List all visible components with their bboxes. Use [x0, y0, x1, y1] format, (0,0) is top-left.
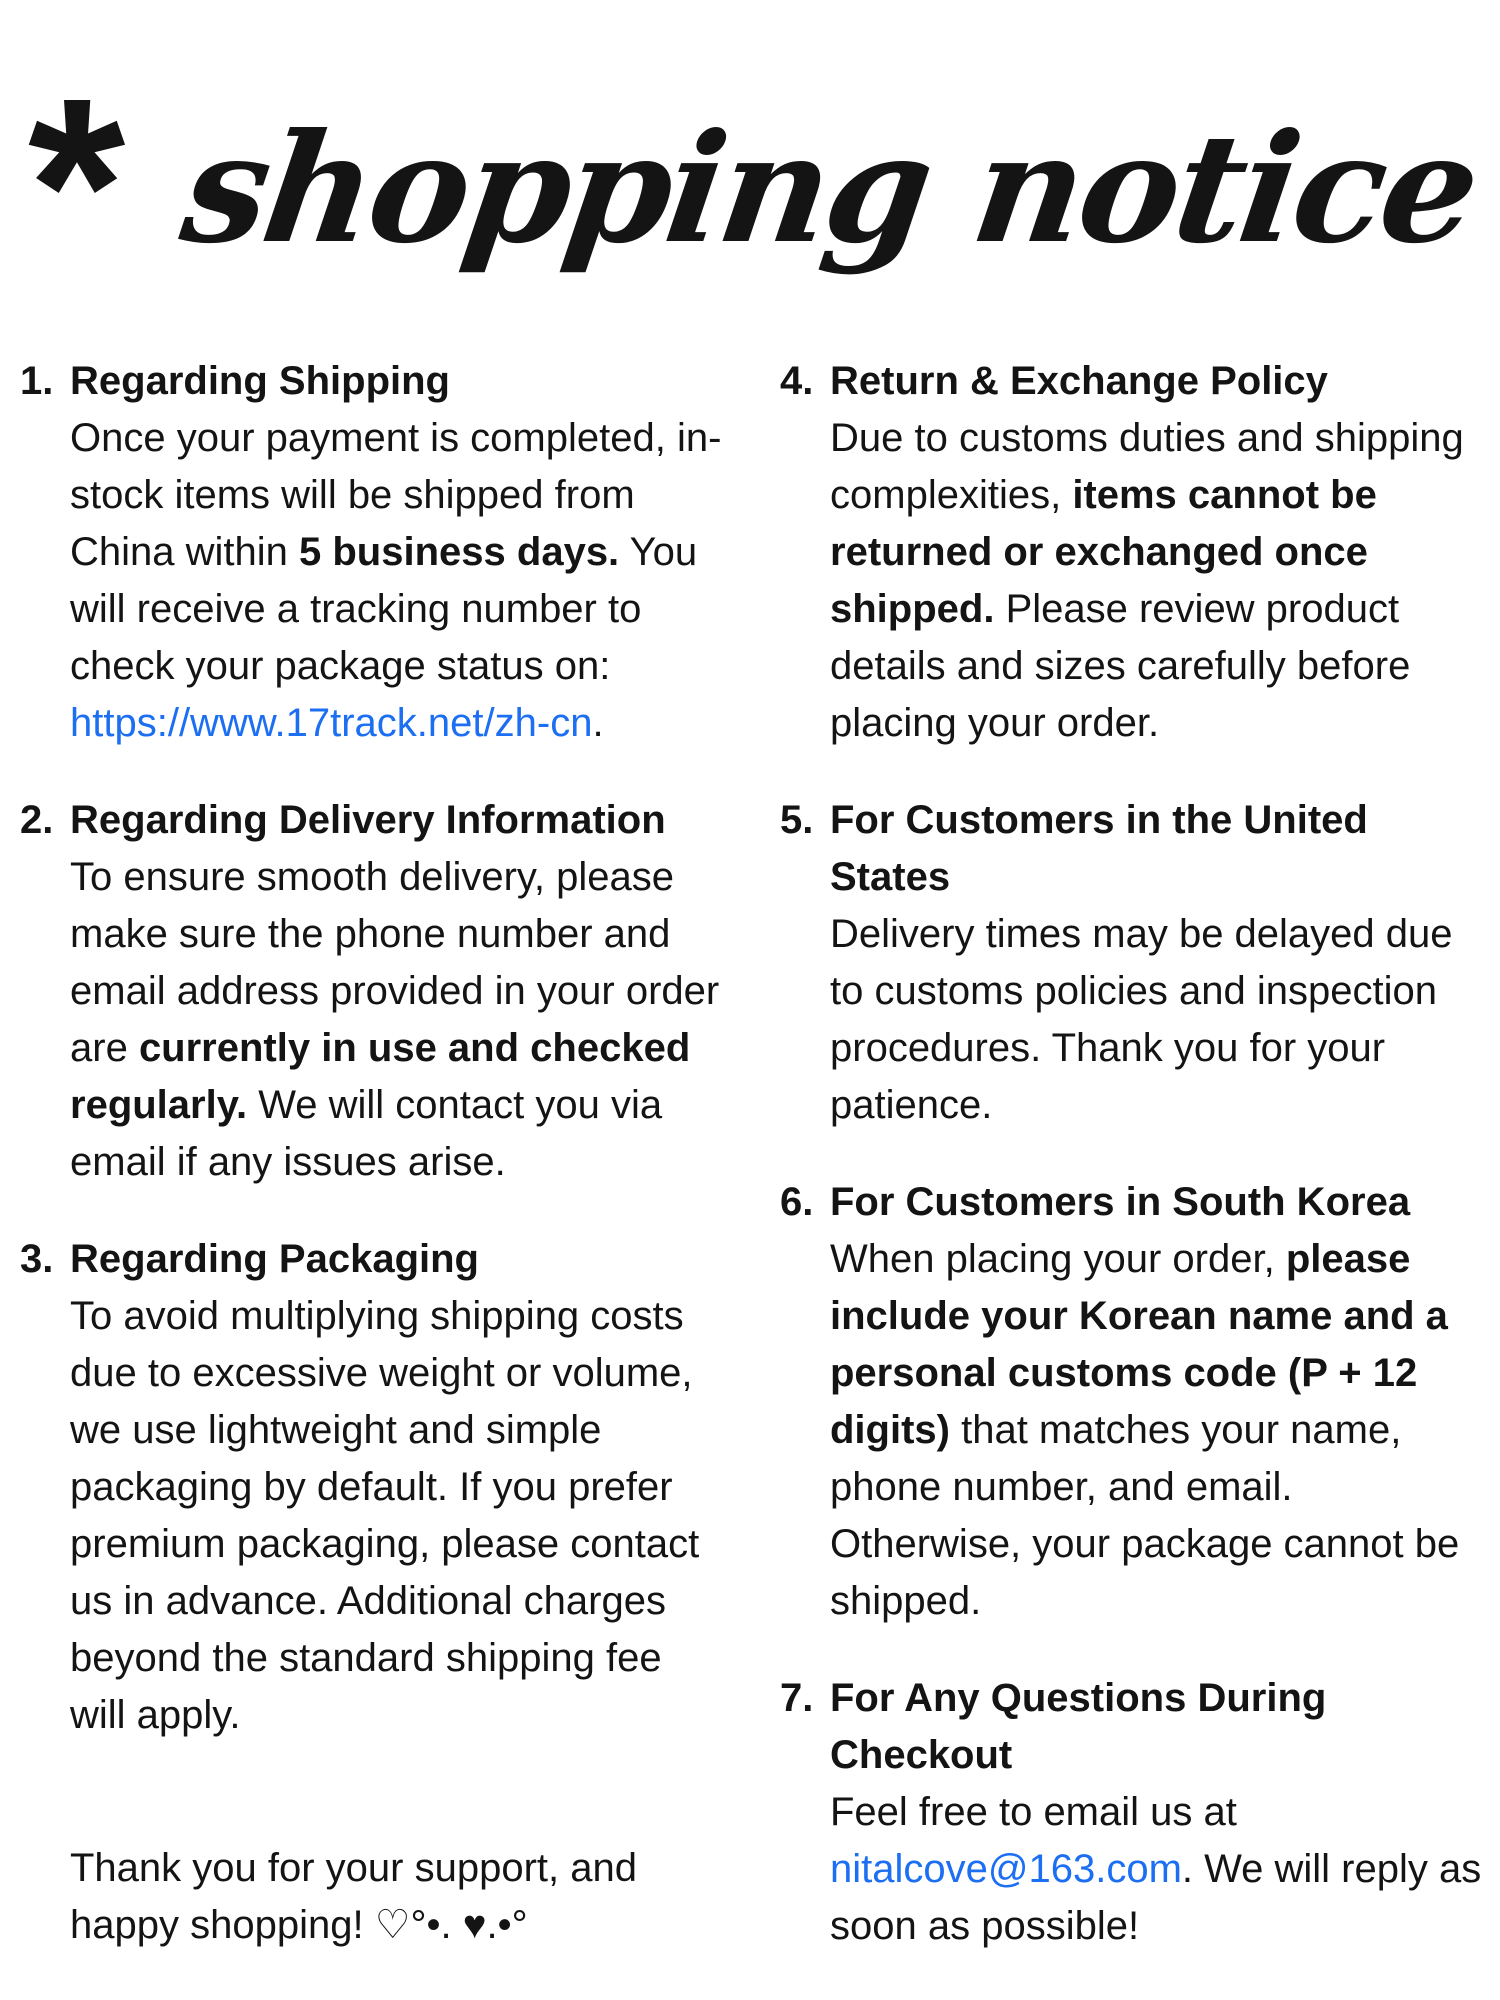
notice-columns	[0, 295, 1500, 1995]
body-text: . We will reply as soon as possible!	[830, 1847, 1482, 1948]
body-text: Once your payment is completed, in-stock items will be shipped from China within	[70, 416, 722, 574]
notice-heading: Return & Exchange Policy	[830, 359, 1328, 403]
notice-number: 7.	[780, 1676, 814, 1720]
emphasis-text: please include your Korean name and a personal customs code (P + 12 digits)	[830, 1237, 1448, 1452]
body-text: Due to customs duties and shipping complexities,	[830, 416, 1464, 517]
contact-email-link[interactable]: nitalcove@163.com	[830, 1847, 1182, 1891]
right-notices	[780, 353, 1485, 1955]
notice-item	[780, 1670, 1485, 1955]
notice-number: 1.	[20, 359, 54, 403]
emphasis-text: currently in use and checked regularly.	[70, 1026, 691, 1127]
body-text: When placing your order,	[830, 1237, 1286, 1281]
page-header	[0, 0, 1500, 325]
notice-body	[70, 849, 725, 1191]
asterisk-mark: *	[28, 46, 126, 325]
notice-item	[780, 1174, 1485, 1630]
notice-item	[20, 353, 725, 752]
notice-number: 4.	[780, 359, 814, 403]
body-text: You will receive a tracking number to check your package status on:	[70, 530, 698, 688]
notice-body	[830, 906, 1485, 1134]
body-text: that matches your name, phone number, and email. Otherwise, your package cannot be shipped.	[830, 1408, 1460, 1623]
closing-message: Thank you for your support, and happy shopping! ♡°•. ♥.•°	[70, 1846, 637, 1947]
tracking-url-link[interactable]: https://www.17track.net/zh-cn	[70, 701, 593, 745]
notice-number: 2.	[20, 798, 54, 842]
notice-item	[780, 353, 1485, 752]
notice-number: 3.	[20, 1237, 54, 1281]
notice-heading: Regarding Delivery Information	[70, 798, 666, 842]
body-text: .	[592, 701, 604, 745]
body-text: To avoid multiplying shipping costs due to excessive weight or volume, we use lightweight and simple packaging by default. If you prefer premium packaging, please contact us in advance. Additional charges beyond the standard shipping fee will apply.	[70, 1294, 700, 1737]
notice-body	[830, 410, 1485, 752]
notice-number: 6.	[780, 1180, 814, 1224]
notice-item	[780, 792, 1485, 1134]
notice-body	[830, 1784, 1485, 1955]
emphasis-text: 5 business days.	[299, 530, 620, 574]
body-text: To ensure smooth delivery, please make sure the phone number and email address provided in your order are	[70, 855, 720, 1070]
notice-heading: For Customers in South Korea	[830, 1180, 1411, 1224]
emphasis-text: items cannot be returned or exchanged once shipped.	[830, 473, 1377, 631]
notice-item	[20, 1231, 725, 1744]
body-text: Delivery times may be delayed due to customs policies and inspection procedures. Thank you for your patience.	[830, 912, 1453, 1127]
notice-heading: For Customers in the United States	[830, 798, 1368, 899]
body-text: Feel free to email us at	[830, 1790, 1237, 1834]
notice-heading: For Any Questions During Checkout	[830, 1676, 1327, 1777]
notice-body	[70, 410, 725, 752]
left-column	[20, 353, 725, 1995]
body-text: We will contact you via email if any issues arise.	[70, 1083, 663, 1184]
notice-number: 5.	[780, 798, 814, 842]
page-title: shopping notice	[172, 101, 1487, 277]
body-text: Please review product details and sizes carefully before placing your order.	[830, 587, 1411, 745]
notice-heading: Regarding Packaging	[70, 1237, 479, 1281]
notice-item	[20, 792, 725, 1191]
left-notices	[20, 353, 725, 1744]
notice-heading: Regarding Shipping	[70, 359, 450, 403]
notice-body	[830, 1231, 1485, 1630]
right-column	[780, 353, 1485, 1995]
notice-body	[70, 1288, 725, 1744]
